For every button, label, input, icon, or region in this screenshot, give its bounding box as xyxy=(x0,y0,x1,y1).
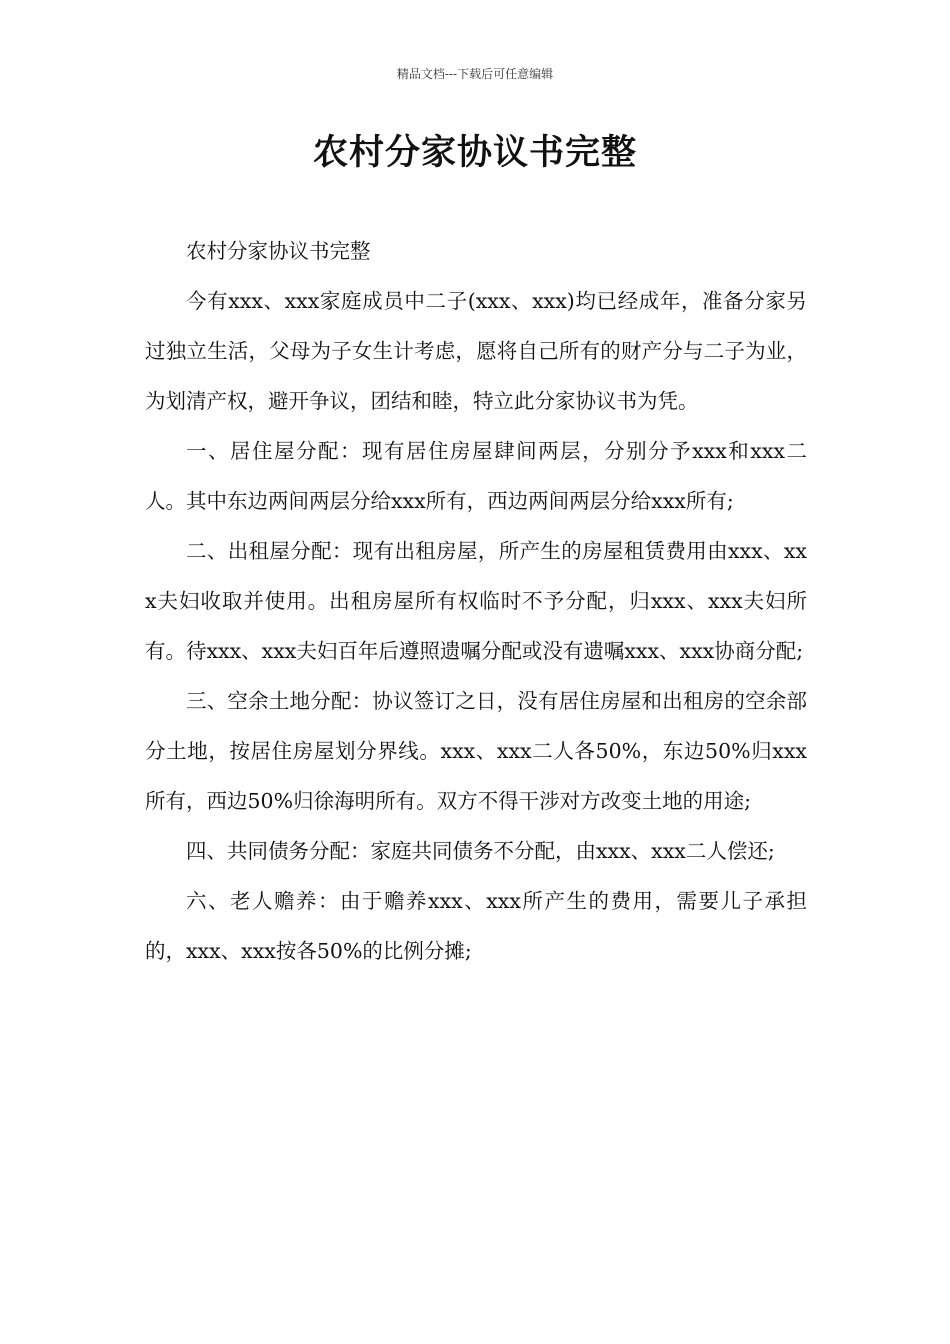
document-body xyxy=(145,226,807,976)
paragraph-elder-support: 六、老人赡养：由于赡养xxx、xxx所产生的费用，需要儿子承担的，xxx、xxx按各50%的比例分摊; xyxy=(145,889,807,963)
paragraph-residence-allocation: 一、居住屋分配：现有居住房屋肆间两层，分别分予xxx和xxx二人。其中东边两间两层分给xxx所有，西边两间两层分给xxx所有; xyxy=(145,439,807,513)
paragraph-subtitle: 农村分家协议书完整 xyxy=(186,239,371,263)
paragraph-debt-allocation: 四、共同债务分配：家庭共同债务不分配，由xxx、xxx二人偿还; xyxy=(186,839,775,863)
paragraph-intro: 今有xxx、xxx家庭成员中二子(xxx、xxx)均已经成年，准备分家另过独立生活，父母为子女生计考虑，愿将自己所有的财产分与二子为业，为划清产权，避开争议，团结和睦，特立此分家协议书为凭。 xyxy=(145,289,807,413)
paragraph-land-allocation: 三、空余土地分配：协议签订之日，没有居住房屋和出租房的空余部分土地，按居住房屋划分界线。xxx、xxx二人各50%，东边50%归xxx所有，西边50%归徐海明所有。双方不得干涉对方改变土地的用途; xyxy=(145,689,807,813)
paragraph-rental-allocation: 二、出租屋分配：现有出租房屋，所产生的房屋租赁费用由xxx、xxx夫妇收取并使用。出租房屋所有权临时不予分配，归xxx、xxx夫妇所有。待xxx、xxx夫妇百年后遵照遗嘱分配或没有遗嘱xxx、xxx协商分配; xyxy=(145,539,807,663)
document-title: 农村分家协议书完整 xyxy=(312,133,637,173)
page-header-note: 精品文档---下载后可任意编辑 xyxy=(396,67,554,81)
